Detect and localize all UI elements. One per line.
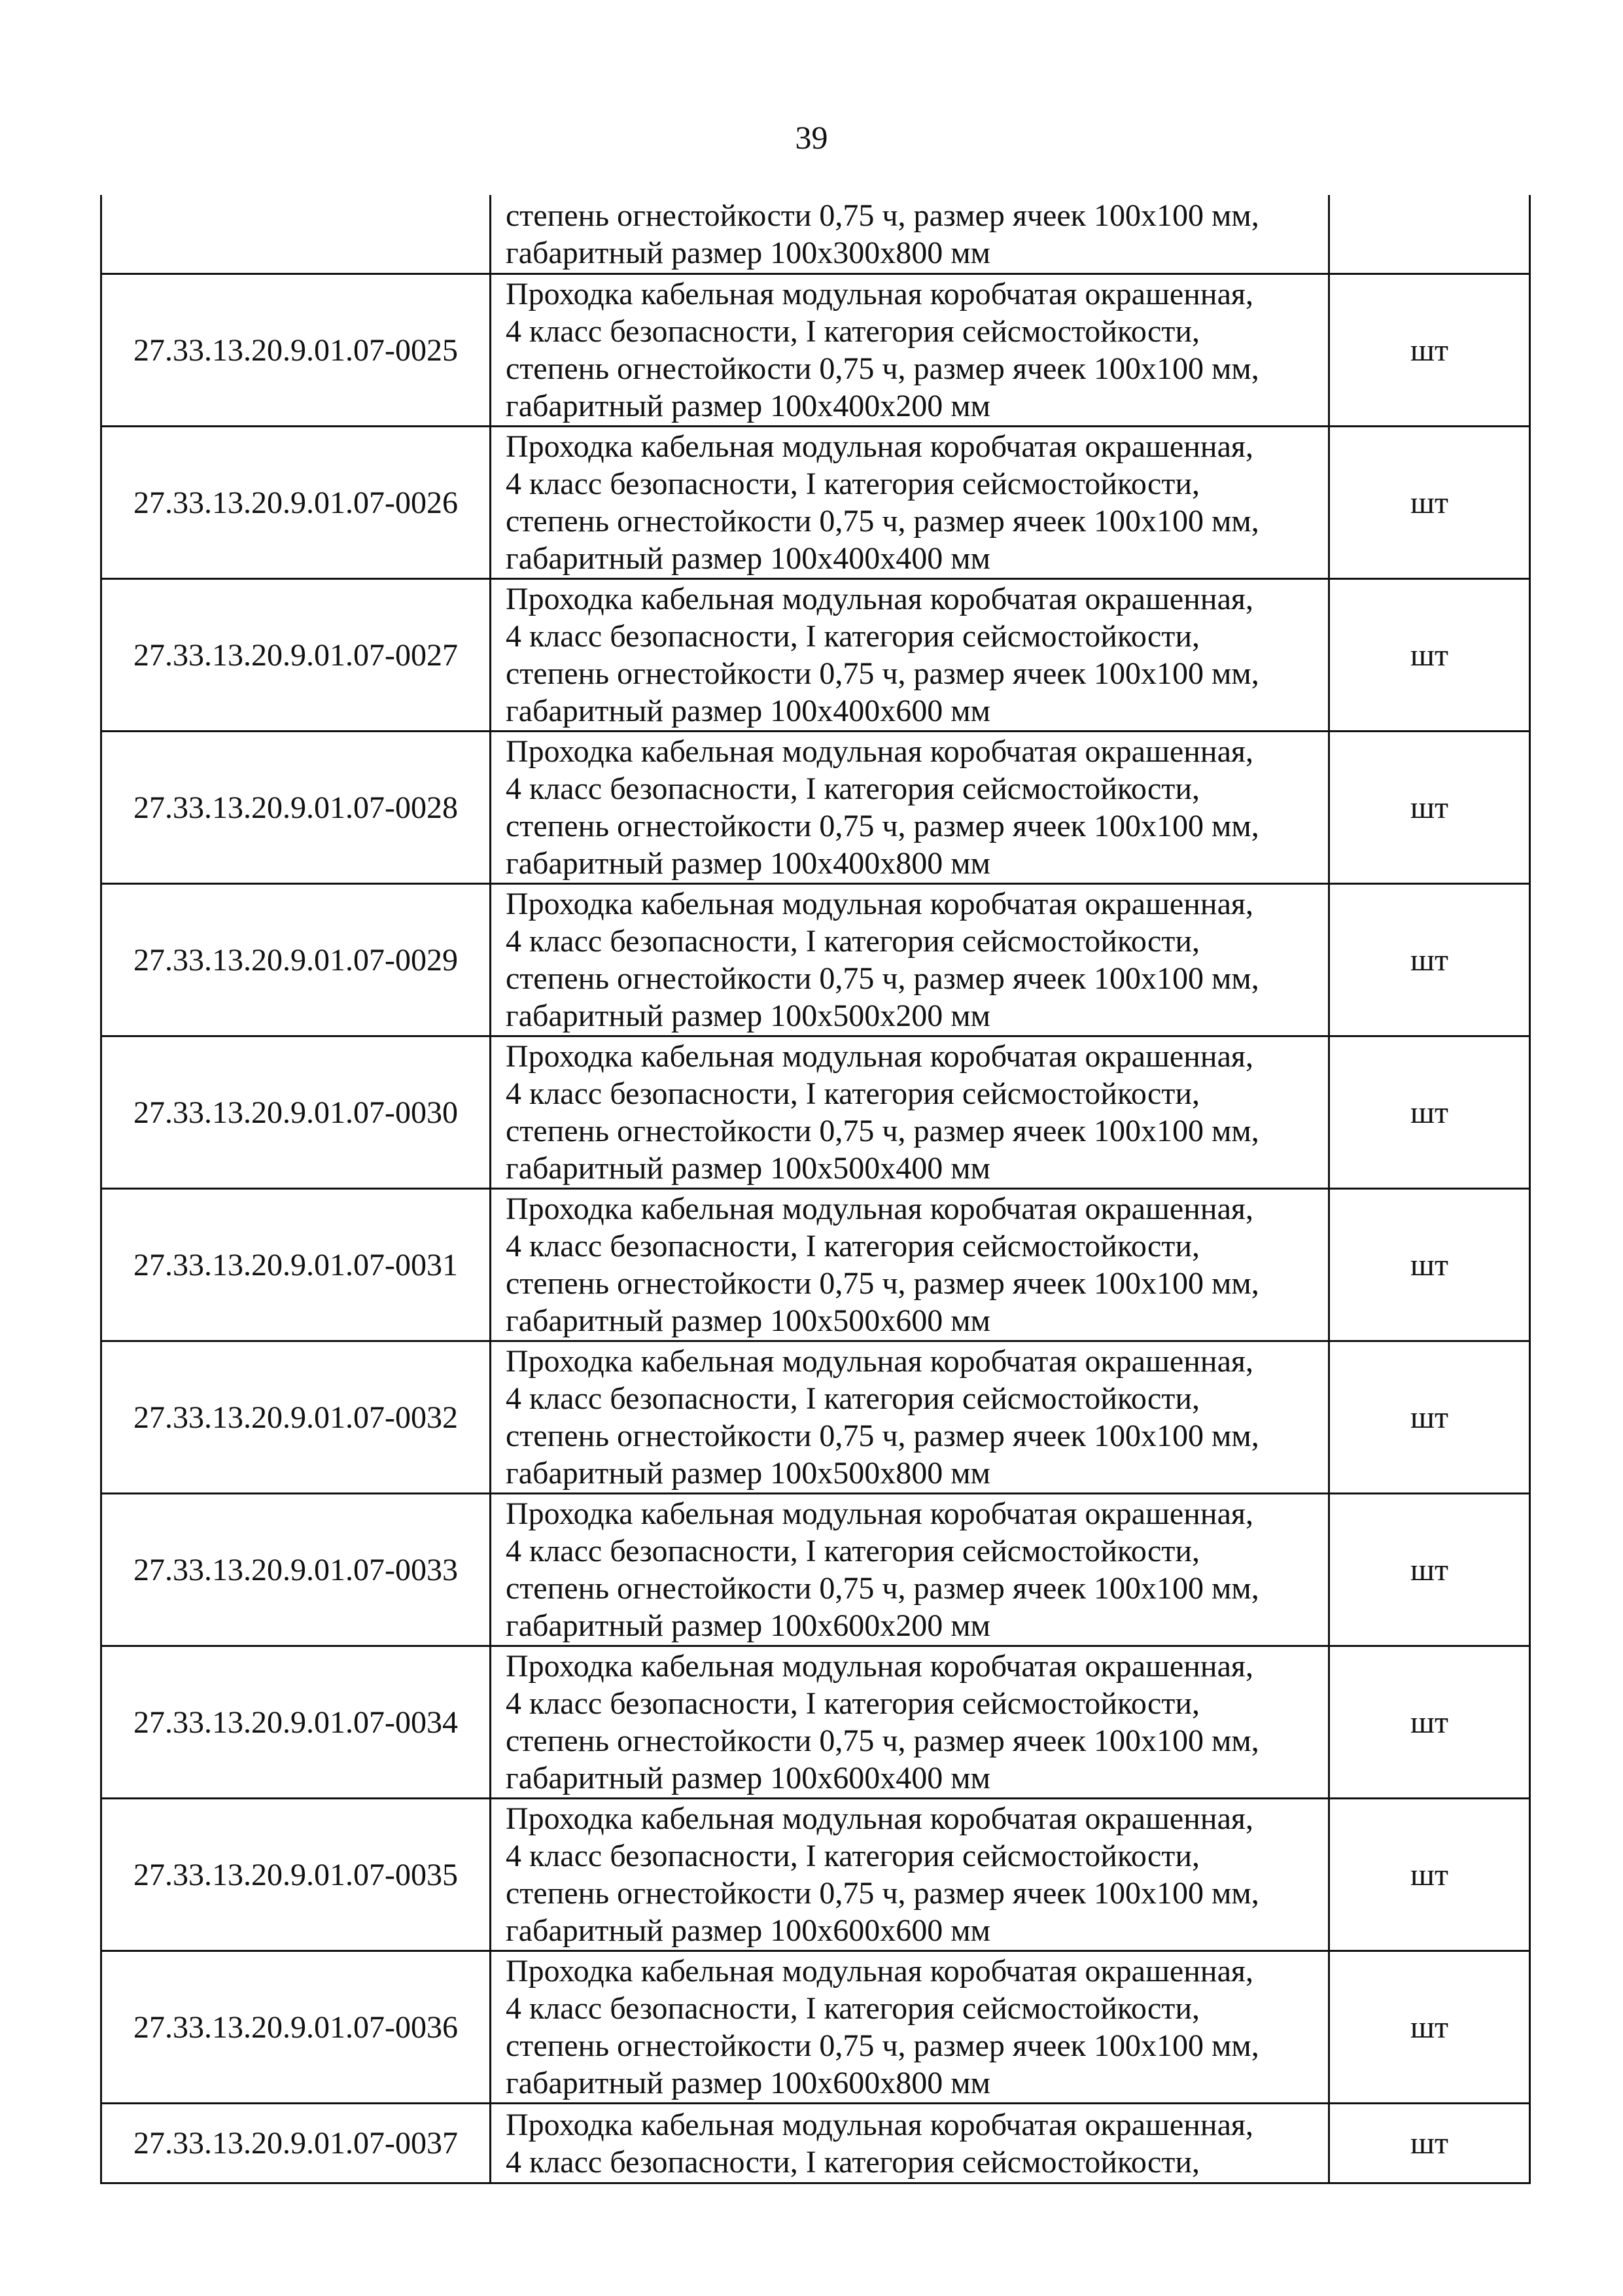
item-code-cell: 27.33.13.20.9.01.07-0029 [101, 884, 491, 1036]
item-code-cell: 27.33.13.20.9.01.07-0037 [101, 2104, 491, 2183]
description-line: 4 класс безопасности, I категория сейсмостойкости, [506, 2144, 1200, 2180]
item-unit-cell: шт [1329, 2104, 1530, 2183]
item-code-cell: 27.33.13.20.9.01.07-0026 [101, 427, 491, 579]
description-line: степень огнестойкости 0,75 ч, размер ячеек 100х100 мм, [506, 2028, 1259, 2063]
item-unit-cell [1329, 195, 1530, 274]
item-unit-cell: шт [1329, 884, 1530, 1036]
description-line: степень огнестойкости 0,75 ч, размер ячеек 100х100 мм, [506, 198, 1259, 233]
table-row-continuation [101, 195, 1530, 274]
item-code-cell: 27.33.13.20.9.01.07-0036 [101, 1951, 491, 2104]
item-code-cell: 27.33.13.20.9.01.07-0035 [101, 1799, 491, 1951]
description-line: Проходка кабельная модульная коробчатая окрашенная, [506, 887, 1253, 921]
description-line: Проходка кабельная модульная коробчатая окрашенная, [506, 1649, 1253, 1684]
item-unit-cell: шт [1329, 1799, 1530, 1951]
item-description-cell [491, 1189, 1329, 1341]
item-description-cell [491, 2104, 1329, 2183]
item-unit-cell: шт [1329, 579, 1530, 732]
item-code-cell: 27.33.13.20.9.01.07-0028 [101, 732, 491, 884]
description-line: Проходка кабельная модульная коробчатая окрашенная, [506, 582, 1253, 616]
table-row [101, 1799, 1530, 1951]
description-line: габаритный размер 100х500х800 мм [506, 1456, 991, 1491]
description-line: 4 класс безопасности, I категория сейсмостойкости, [506, 1991, 1200, 2026]
table-row [101, 2104, 1530, 2183]
table-row [101, 1494, 1530, 1646]
description-line: 4 класс безопасности, I категория сейсмостойкости, [506, 1534, 1200, 1568]
description-line: степень огнестойкости 0,75 ч, размер ячеек 100х100 мм, [506, 1266, 1259, 1301]
description-line: Проходка кабельная модульная коробчатая окрашенная, [506, 1192, 1253, 1226]
table-row [101, 1951, 1530, 2104]
description-line: 4 класс безопасности, I категория сейсмостойкости, [506, 924, 1200, 959]
item-code-cell [101, 195, 491, 274]
description-line: 4 класс безопасности, I категория сейсмостойкости, [506, 1381, 1200, 1416]
table-row [101, 1189, 1530, 1341]
description-line: габаритный размер 100х400х400 мм [506, 541, 991, 576]
description-line: Проходка кабельная модульная коробчатая окрашенная, [506, 1801, 1253, 1836]
description-line: 4 класс безопасности, I категория сейсмостойкости, [506, 467, 1200, 501]
item-unit-cell: шт [1329, 1036, 1530, 1189]
description-line: 4 класс безопасности, I категория сейсмостойкости, [506, 314, 1200, 349]
description-line: 4 класс безопасности, I категория сейсмостойкости, [506, 619, 1200, 654]
description-line: габаритный размер 100х500х200 мм [506, 998, 991, 1033]
description-line: 4 класс безопасности, I категория сейсмостойкости, [506, 1076, 1200, 1111]
description-line: габаритный размер 100х600х400 мм [506, 1761, 991, 1795]
description-line: габаритный размер 100х400х200 мм [506, 389, 991, 423]
items-table [100, 195, 1531, 2184]
item-description-cell [491, 1646, 1329, 1799]
description-line: степень огнестойкости 0,75 ч, размер ячеек 100х100 мм, [506, 961, 1259, 996]
item-code-cell: 27.33.13.20.9.01.07-0030 [101, 1036, 491, 1189]
table-row [101, 579, 1530, 732]
description-line: габаритный размер 100х600х200 мм [506, 1608, 991, 1643]
description-line: Проходка кабельная модульная коробчатая окрашенная, [506, 1344, 1253, 1379]
table-row [101, 274, 1530, 427]
item-description-cell [491, 274, 1329, 427]
description-line: габаритный размер 100х500х600 мм [506, 1303, 991, 1338]
item-description-cell [491, 884, 1329, 1036]
item-description-cell [491, 1494, 1329, 1646]
item-unit-cell: шт [1329, 1494, 1530, 1646]
item-description-cell [491, 1341, 1329, 1494]
item-unit-cell: шт [1329, 1646, 1530, 1799]
description-line: степень огнестойкости 0,75 ч, размер ячеек 100х100 мм, [506, 809, 1259, 843]
item-description-cell [491, 195, 1329, 274]
table-row [101, 1646, 1530, 1799]
description-line: габаритный размер 100х300х800 мм [506, 235, 991, 270]
table-row [101, 1341, 1530, 1494]
description-line: Проходка кабельная модульная коробчатая окрашенная, [506, 429, 1253, 464]
item-code-cell: 27.33.13.20.9.01.07-0033 [101, 1494, 491, 1646]
description-line: степень огнестойкости 0,75 ч, размер ячеек 100х100 мм, [506, 504, 1259, 539]
item-description-cell [491, 1799, 1329, 1951]
description-line: 4 класс безопасности, I категория сейсмостойкости, [506, 1686, 1200, 1721]
description-line: Проходка кабельная модульная коробчатая окрашенная, [506, 1954, 1253, 1988]
description-line: габаритный размер 100х400х800 мм [506, 846, 991, 881]
description-line: степень огнестойкости 0,75 ч, размер ячеек 100х100 мм, [506, 656, 1259, 691]
item-description-cell [491, 1951, 1329, 2104]
item-code-cell: 27.33.13.20.9.01.07-0027 [101, 579, 491, 732]
description-line: Проходка кабельная модульная коробчатая окрашенная, [506, 1039, 1253, 1074]
item-unit-cell: шт [1329, 1951, 1530, 2104]
description-line: степень огнестойкости 0,75 ч, размер ячеек 100х100 мм, [506, 351, 1259, 386]
description-line: степень огнестойкости 0,75 ч, размер ячеек 100х100 мм, [506, 1723, 1259, 1758]
item-code-cell: 27.33.13.20.9.01.07-0025 [101, 274, 491, 427]
item-unit-cell: шт [1329, 732, 1530, 884]
description-line: 4 класс безопасности, I категория сейсмостойкости, [506, 1229, 1200, 1263]
item-unit-cell: шт [1329, 1341, 1530, 1494]
description-line: габаритный размер 100х600х600 мм [506, 1913, 991, 1948]
description-line: Проходка кабельная модульная коробчатая окрашенная, [506, 734, 1253, 769]
item-unit-cell: шт [1329, 427, 1530, 579]
item-description-cell [491, 579, 1329, 732]
page-number: 39 [795, 119, 828, 156]
item-code-cell: 27.33.13.20.9.01.07-0034 [101, 1646, 491, 1799]
item-unit-cell: шт [1329, 1189, 1530, 1341]
description-line: 4 класс безопасности, I категория сейсмостойкости, [506, 1839, 1200, 1873]
description-line: 4 класс безопасности, I категория сейсмостойкости, [506, 771, 1200, 806]
table-row [101, 732, 1530, 884]
table-row [101, 884, 1530, 1036]
description-line: Проходка кабельная модульная коробчатая окрашенная, [506, 2107, 1253, 2142]
description-line: габаритный размер 100х400х600 мм [506, 694, 991, 728]
description-line: степень огнестойкости 0,75 ч, размер ячеек 100х100 мм, [506, 1419, 1259, 1453]
description-line: степень огнестойкости 0,75 ч, размер ячеек 100х100 мм, [506, 1876, 1259, 1911]
table-row [101, 1036, 1530, 1189]
table-row [101, 427, 1530, 579]
item-description-cell [491, 732, 1329, 884]
description-line: габаритный размер 100х500х400 мм [506, 1151, 991, 1186]
item-description-cell [491, 1036, 1329, 1189]
description-line: степень огнестойкости 0,75 ч, размер ячеек 100х100 мм, [506, 1571, 1259, 1606]
description-line: степень огнестойкости 0,75 ч, размер ячеек 100х100 мм, [506, 1114, 1259, 1148]
description-line: габаритный размер 100х600х800 мм [506, 2066, 991, 2100]
item-code-cell: 27.33.13.20.9.01.07-0031 [101, 1189, 491, 1341]
item-unit-cell: шт [1329, 274, 1530, 427]
item-code-cell: 27.33.13.20.9.01.07-0032 [101, 1341, 491, 1494]
item-description-cell [491, 427, 1329, 579]
description-line: Проходка кабельная модульная коробчатая окрашенная, [506, 277, 1253, 311]
description-line: Проходка кабельная модульная коробчатая окрашенная, [506, 1496, 1253, 1531]
